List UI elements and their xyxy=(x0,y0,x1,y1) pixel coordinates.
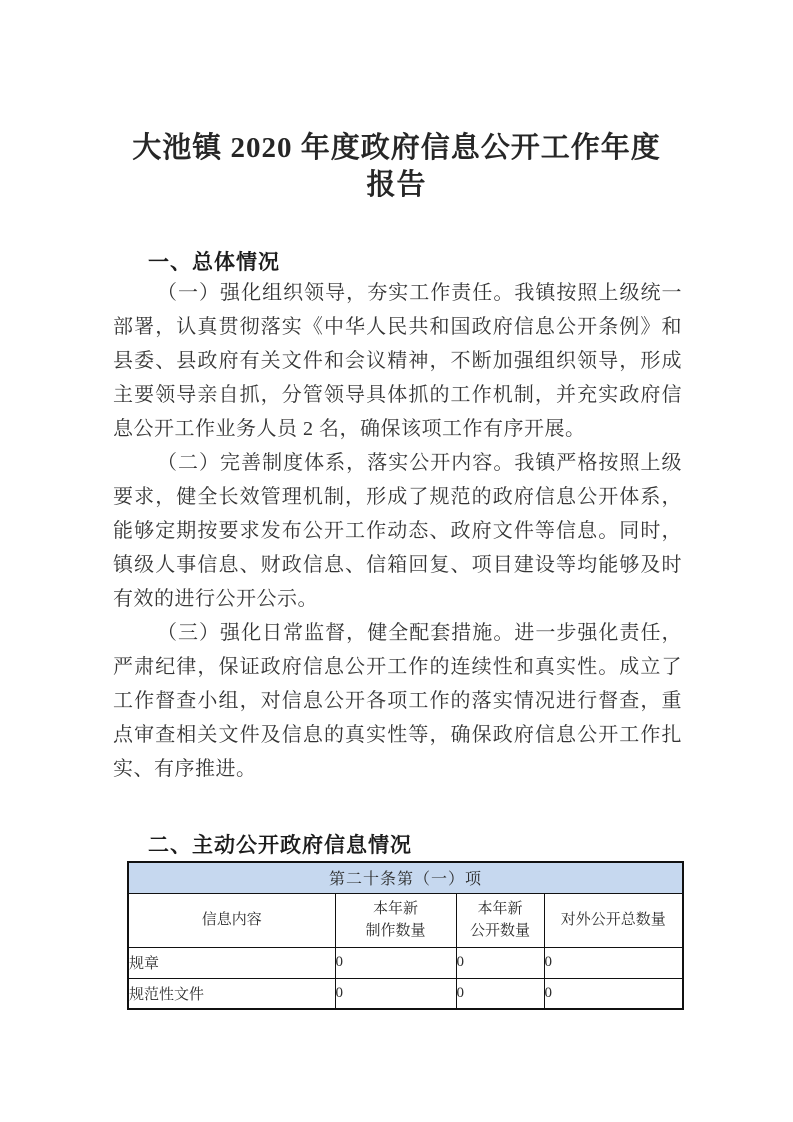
paragraph-daily-supervision: （三）强化日常监督，健全配套措施。进一步强化责任，严肃纪律，保证政府信息公开工作的连续性和真实性。成立了工作督查小组，对信息公开各项工作的落实情况进行督查，重点审查相关文件及信息的真实性等，确保政府信息公开工作扎实、有序推进。 xyxy=(113,622,682,780)
column-header-text: 信息内容 xyxy=(201,912,262,928)
table-column-header-row xyxy=(128,893,683,947)
table-title-row xyxy=(128,862,683,893)
column-header-text: 对外公开总数量 xyxy=(560,912,666,928)
cell-new-produced: 0 xyxy=(335,978,456,1009)
document-title-line-2: 报告 xyxy=(366,169,427,201)
cell-total-public: 0 xyxy=(544,947,683,978)
column-header-new-disclosed-count xyxy=(456,893,544,947)
info-disclosure-table xyxy=(127,861,684,1010)
column-header-text: 制作数量 xyxy=(365,923,426,939)
section-overall-situation-text xyxy=(113,276,682,786)
column-header-new-produced-count xyxy=(335,893,456,947)
column-header-text: 公开数量 xyxy=(469,923,530,939)
column-header-info-content xyxy=(128,893,335,947)
cell-total-public: 0 xyxy=(544,978,683,1009)
column-header-total-public-count xyxy=(544,893,683,947)
cell-new-disclosed: 0 xyxy=(456,947,544,978)
column-header-text: 本年新 xyxy=(477,901,523,917)
section-heading-overall-situation: 一、总体情况 xyxy=(148,251,280,274)
paragraph-strengthen-leadership: （一）强化组织领导，夯实工作责任。我镇按照上级统一部署，认真贯彻落实《中华人民共和国政府信息公开条例》和县委、县政府有关文件和会议精神，不断加强组织领导，形成主要领导亲自抓，分管领导具体抓的工作机制，并充实政府信息公开工作业务人员 2 名，确保该项工作有序开展。 xyxy=(113,282,682,440)
row-label: 规章 xyxy=(128,947,335,978)
document-title xyxy=(0,0,793,204)
table-row-regulations xyxy=(128,947,683,978)
document-body xyxy=(113,250,682,1010)
column-header-text: 本年新 xyxy=(372,901,418,917)
table-title-article-20-item-1: 第二十条第（一）项 xyxy=(128,862,683,893)
section-heading-proactive-disclosure: 二、主动公开政府信息情况 xyxy=(148,834,412,857)
cell-new-produced: 0 xyxy=(335,947,456,978)
table-row-normative-documents xyxy=(128,978,683,1009)
paragraph-improve-system: （二）完善制度体系，落实公开内容。我镇严格按照上级要求，健全长效管理机制，形成了规范的政府信息公开体系，能够定期按要求发布公开工作动态、政府文件等信息。同时，镇级人事信息、财政信息、信箱回复、项目建设等均能够及时有效的进行公开公示。 xyxy=(113,452,682,610)
cell-new-disclosed: 0 xyxy=(456,978,544,1009)
document-title-line-1: 大池镇 2020 年度政府信息公开工作年度 xyxy=(132,132,661,164)
row-label: 规范性文件 xyxy=(128,978,335,1009)
